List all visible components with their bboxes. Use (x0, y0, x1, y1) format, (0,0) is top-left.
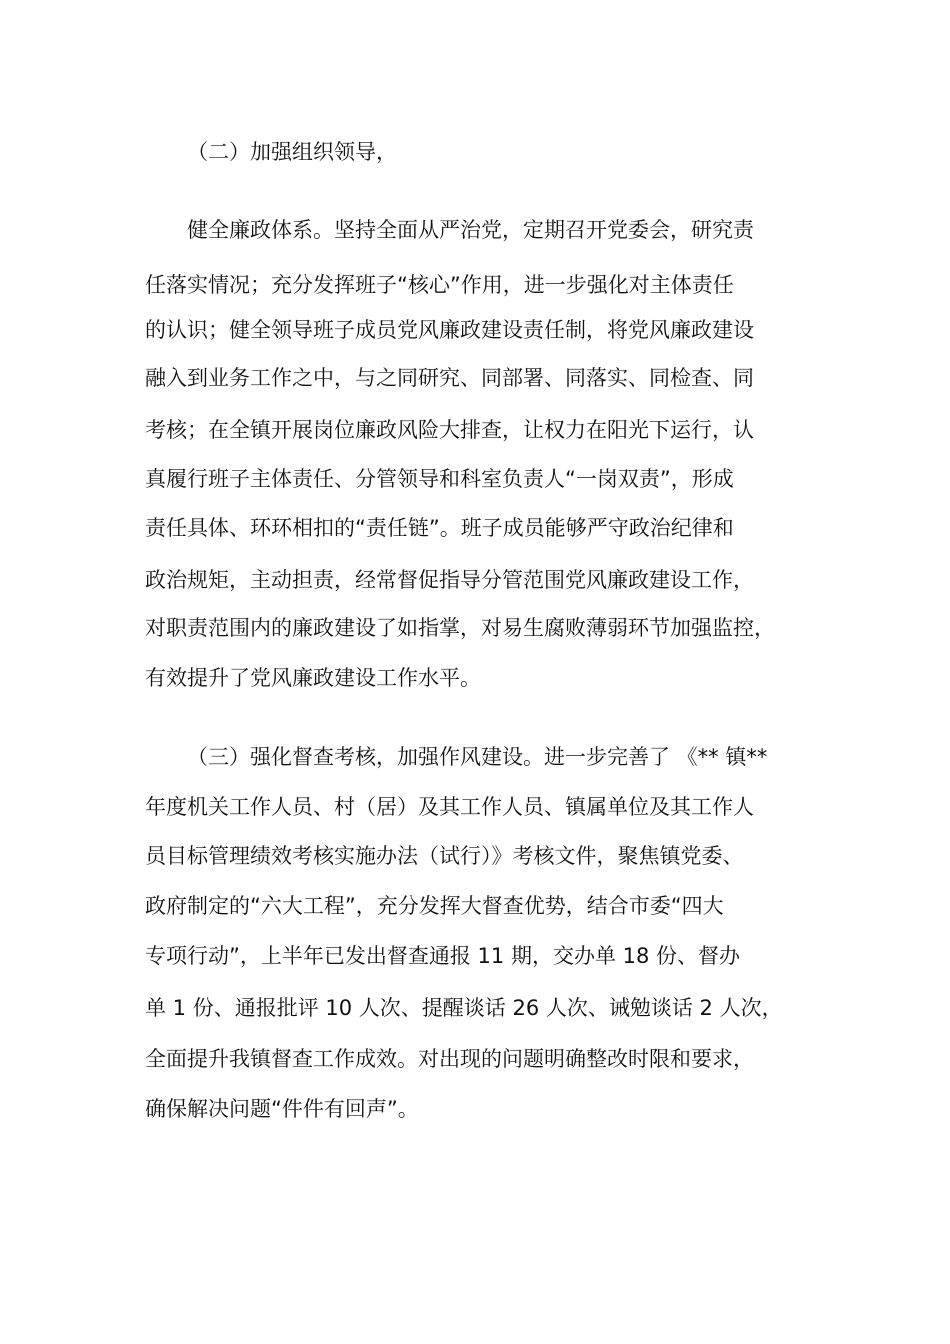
paragraph-line: 的认识；健全领导班子成员党风廉政建设责任制，将党风廉政建设 (145, 318, 754, 342)
paragraph-line: 年度机关工作人员、村（居）及其工作人员、镇属单位及其工作人 (145, 795, 754, 819)
paragraph-line: 单 1 份、通报批评 10 人次、提醒谈话 26 人次、诫勉谈话 2 人次， (145, 996, 783, 1020)
paragraph-line: 对职责范围内的廉政建设了如指掌，对易生腐败薄弱环节加强监控， (145, 616, 775, 640)
paragraph-line: 确保解决问题“件件有回声”。 (145, 1097, 419, 1121)
paragraph-line: 有效提升了党风廉政建设工作水平。 (145, 666, 481, 690)
paragraph-line: 融入到业务工作之中，与之同研究、同部署、同落实、同检查、同 (145, 366, 754, 390)
paragraph-line: （三）强化督查考核，加强作风建设。进一步完善了 《** 镇** (187, 745, 768, 769)
paragraph-line: 政府制定的“六大工程”，充分发挥大督查优势，结合市委“四大 (145, 894, 724, 918)
paragraph-line: 责任具体、环环相扣的“责任链”。班子成员能够严守政治纪律和 (145, 516, 734, 540)
paragraph-line: 全面提升我镇督查工作成效。对出现的问题明确整改时限和要求， (145, 1047, 754, 1071)
paragraph-line: 健全廉政体系。坚持全面从严治党，定期召开党委会，研究责 (187, 218, 754, 242)
paragraph-line: 真履行班子主体责任、分管领导和科室负责人“一岗双责”，形成 (145, 467, 734, 491)
paragraph-line: 专项行动”，上半年已发出督查通报 11 期，交办单 18 份、督办 (145, 944, 741, 968)
paragraph-line: 任落实情况；充分发挥班子“核心”作用，进一步强化对主体责任 (145, 273, 734, 297)
paragraph-line: 考核；在全镇开展岗位廉政风险大排查，让权力在阳光下运行，认 (145, 418, 754, 442)
section-heading-2: （二）加强组织领导， (187, 140, 397, 164)
paragraph-line: 员目标管理绩效考核实施办法（试行）》考核文件，聚焦镇党委、 (145, 844, 744, 868)
paragraph-line: 政治规矩，主动担责，经常督促指导分管范围党风廉政建设工作， (145, 568, 754, 592)
